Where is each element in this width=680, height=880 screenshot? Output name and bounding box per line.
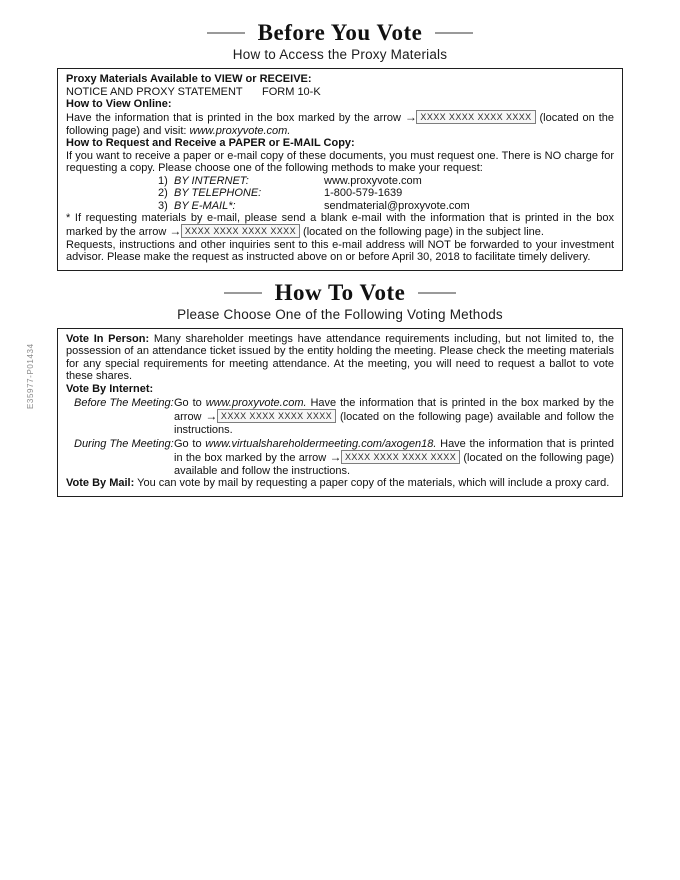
view-online-text-mid: (located on the following page) and visit: (66, 111, 614, 137)
access-materials-box (57, 68, 623, 271)
before-you-vote-section (0, 0, 680, 271)
virtual-shareholder-meeting-url: www.virtualshareholdermeeting.com/axogen18. (205, 438, 437, 450)
method-value-internet: www.proxyvote.com (324, 174, 422, 187)
during-meeting-text-pre: Go to (174, 438, 202, 450)
before-meeting-text-mid: Have the information that is printed in the box marked by the arrow (174, 397, 615, 423)
proxyvote-url: www.proxyvote.com. (189, 124, 291, 137)
how-to-vote-title-row (0, 280, 680, 306)
voting-methods-box (57, 328, 623, 497)
before-you-vote-subtitle: How to Access the Proxy Materials (232, 47, 448, 62)
request-methods-list (158, 175, 614, 213)
during-meeting-text-mid: Have the information that is printed in the box marked by the arrow (174, 438, 614, 464)
document-list-line (66, 86, 614, 99)
materials-heading: Proxy Materials Available to VIEW or RECEIVE: (66, 73, 312, 85)
during-meeting-row (66, 438, 614, 477)
method-label-email: BY E-MAIL*: (174, 199, 236, 212)
method-value-telephone: 1-800-579-1639 (324, 187, 403, 199)
during-meeting-text-post: (located on the following page) available and follow the instructions. (174, 451, 614, 477)
title-dash-right (418, 292, 456, 294)
during-meeting-label: During The Meeting: (74, 438, 174, 450)
vote-in-person-text: Many shareholder meetings have attendance requirements including, but not limited to, the possession of an attendance ticket issued by the entity holding the meeting. Please check the meeting materials for any special requirements for meeting attendance. At the meeting, you will need to request a ballot to vote these shares. (66, 332, 614, 382)
method-value-email: sendmaterial@proxyvote.com (324, 199, 470, 212)
view-online-paragraph (66, 111, 614, 138)
control-number-box: XXXX XXXX XXXX XXXX (181, 224, 300, 238)
vote-in-person-paragraph (66, 333, 614, 383)
view-online-text-pre: Have the information that is printed in the box marked by the arrow (66, 111, 401, 124)
method-row-telephone (158, 187, 614, 200)
footnote-text-pre: * If requesting materials by e-mail, please send a blank e-mail with the information that is printed in the box marked by the arrow (66, 212, 614, 238)
control-number-box: XXXX XXXX XXXX XXXX (217, 409, 336, 423)
before-meeting-text-pre: Go to (174, 397, 202, 409)
vote-by-mail-paragraph (66, 477, 614, 490)
method-row-email (158, 200, 614, 213)
vote-by-internet-heading: Vote By Internet: (66, 382, 154, 395)
before-meeting-row (66, 397, 614, 436)
arrow-right-icon: → (205, 408, 217, 423)
vote-by-mail-text: You can vote by mail by requesting a paper copy of the materials, which will include a proxy card. (137, 477, 610, 489)
request-copy-paragraph: If you want to receive a paper or e-mail copy of these documents, you must request one. There is NO charge for requesting a copy. Please choose one of the following methods to make your request: (66, 149, 614, 174)
how-to-vote-section (0, 280, 680, 497)
before-meeting-instructions (174, 397, 614, 436)
before-you-vote-title: Before You Vote (257, 20, 423, 45)
method-number: 3) (158, 199, 168, 212)
request-copy-heading: How to Request and Receive a PAPER or E-MAIL Copy: (66, 137, 355, 149)
how-to-vote-title: How To Vote (274, 279, 406, 305)
during-meeting-instructions (174, 438, 614, 477)
vote-by-mail-label: Vote By Mail: (66, 477, 135, 489)
title-dash-left (207, 32, 245, 34)
footnote-text-post: (located on the following page) in the subject line. (303, 225, 544, 238)
arrow-right-icon: → (329, 449, 341, 464)
method-number: 2) (158, 187, 168, 199)
method-number: 1) (158, 174, 168, 187)
requests-note-paragraph: Requests, instructions and other inquiries sent to this e-mail address will NOT be forwarded to your investment advisor. Please make the request as instructed above on or before April 30, 2018 to facilitate timely delivery. (66, 238, 614, 263)
before-you-vote-title-row (0, 20, 680, 46)
email-footnote-paragraph (66, 212, 614, 239)
control-number-box: XXXX XXXX XXXX XXXX (341, 450, 460, 464)
method-label-internet: BY INTERNET: (174, 174, 249, 187)
how-to-vote-subtitle: Please Choose One of the Following Voting Methods (177, 306, 503, 322)
doc-notice-proxy-statement: NOTICE AND PROXY STATEMENT (66, 85, 243, 98)
method-row-internet (158, 175, 614, 188)
view-online-heading: How to View Online: (66, 98, 172, 110)
before-meeting-text-post: (located on the following page) available and follow the instructions. (174, 410, 614, 436)
form-code-vertical: E35977-P01434 (26, 343, 35, 409)
arrow-right-icon: → (169, 223, 181, 238)
control-number-box: XXXX XXXX XXXX XXXX (416, 110, 535, 124)
vote-in-person-label: Vote In Person: (66, 332, 150, 345)
method-label-telephone: BY TELEPHONE: (174, 187, 262, 199)
arrow-right-icon: → (404, 109, 417, 124)
before-meeting-label: Before The Meeting: (74, 397, 174, 409)
doc-form-10k: FORM 10-K (262, 85, 321, 98)
proxyvote-url: www.proxyvote.com. (205, 397, 307, 409)
title-dash-right (435, 32, 473, 34)
title-dash-left (224, 292, 262, 294)
